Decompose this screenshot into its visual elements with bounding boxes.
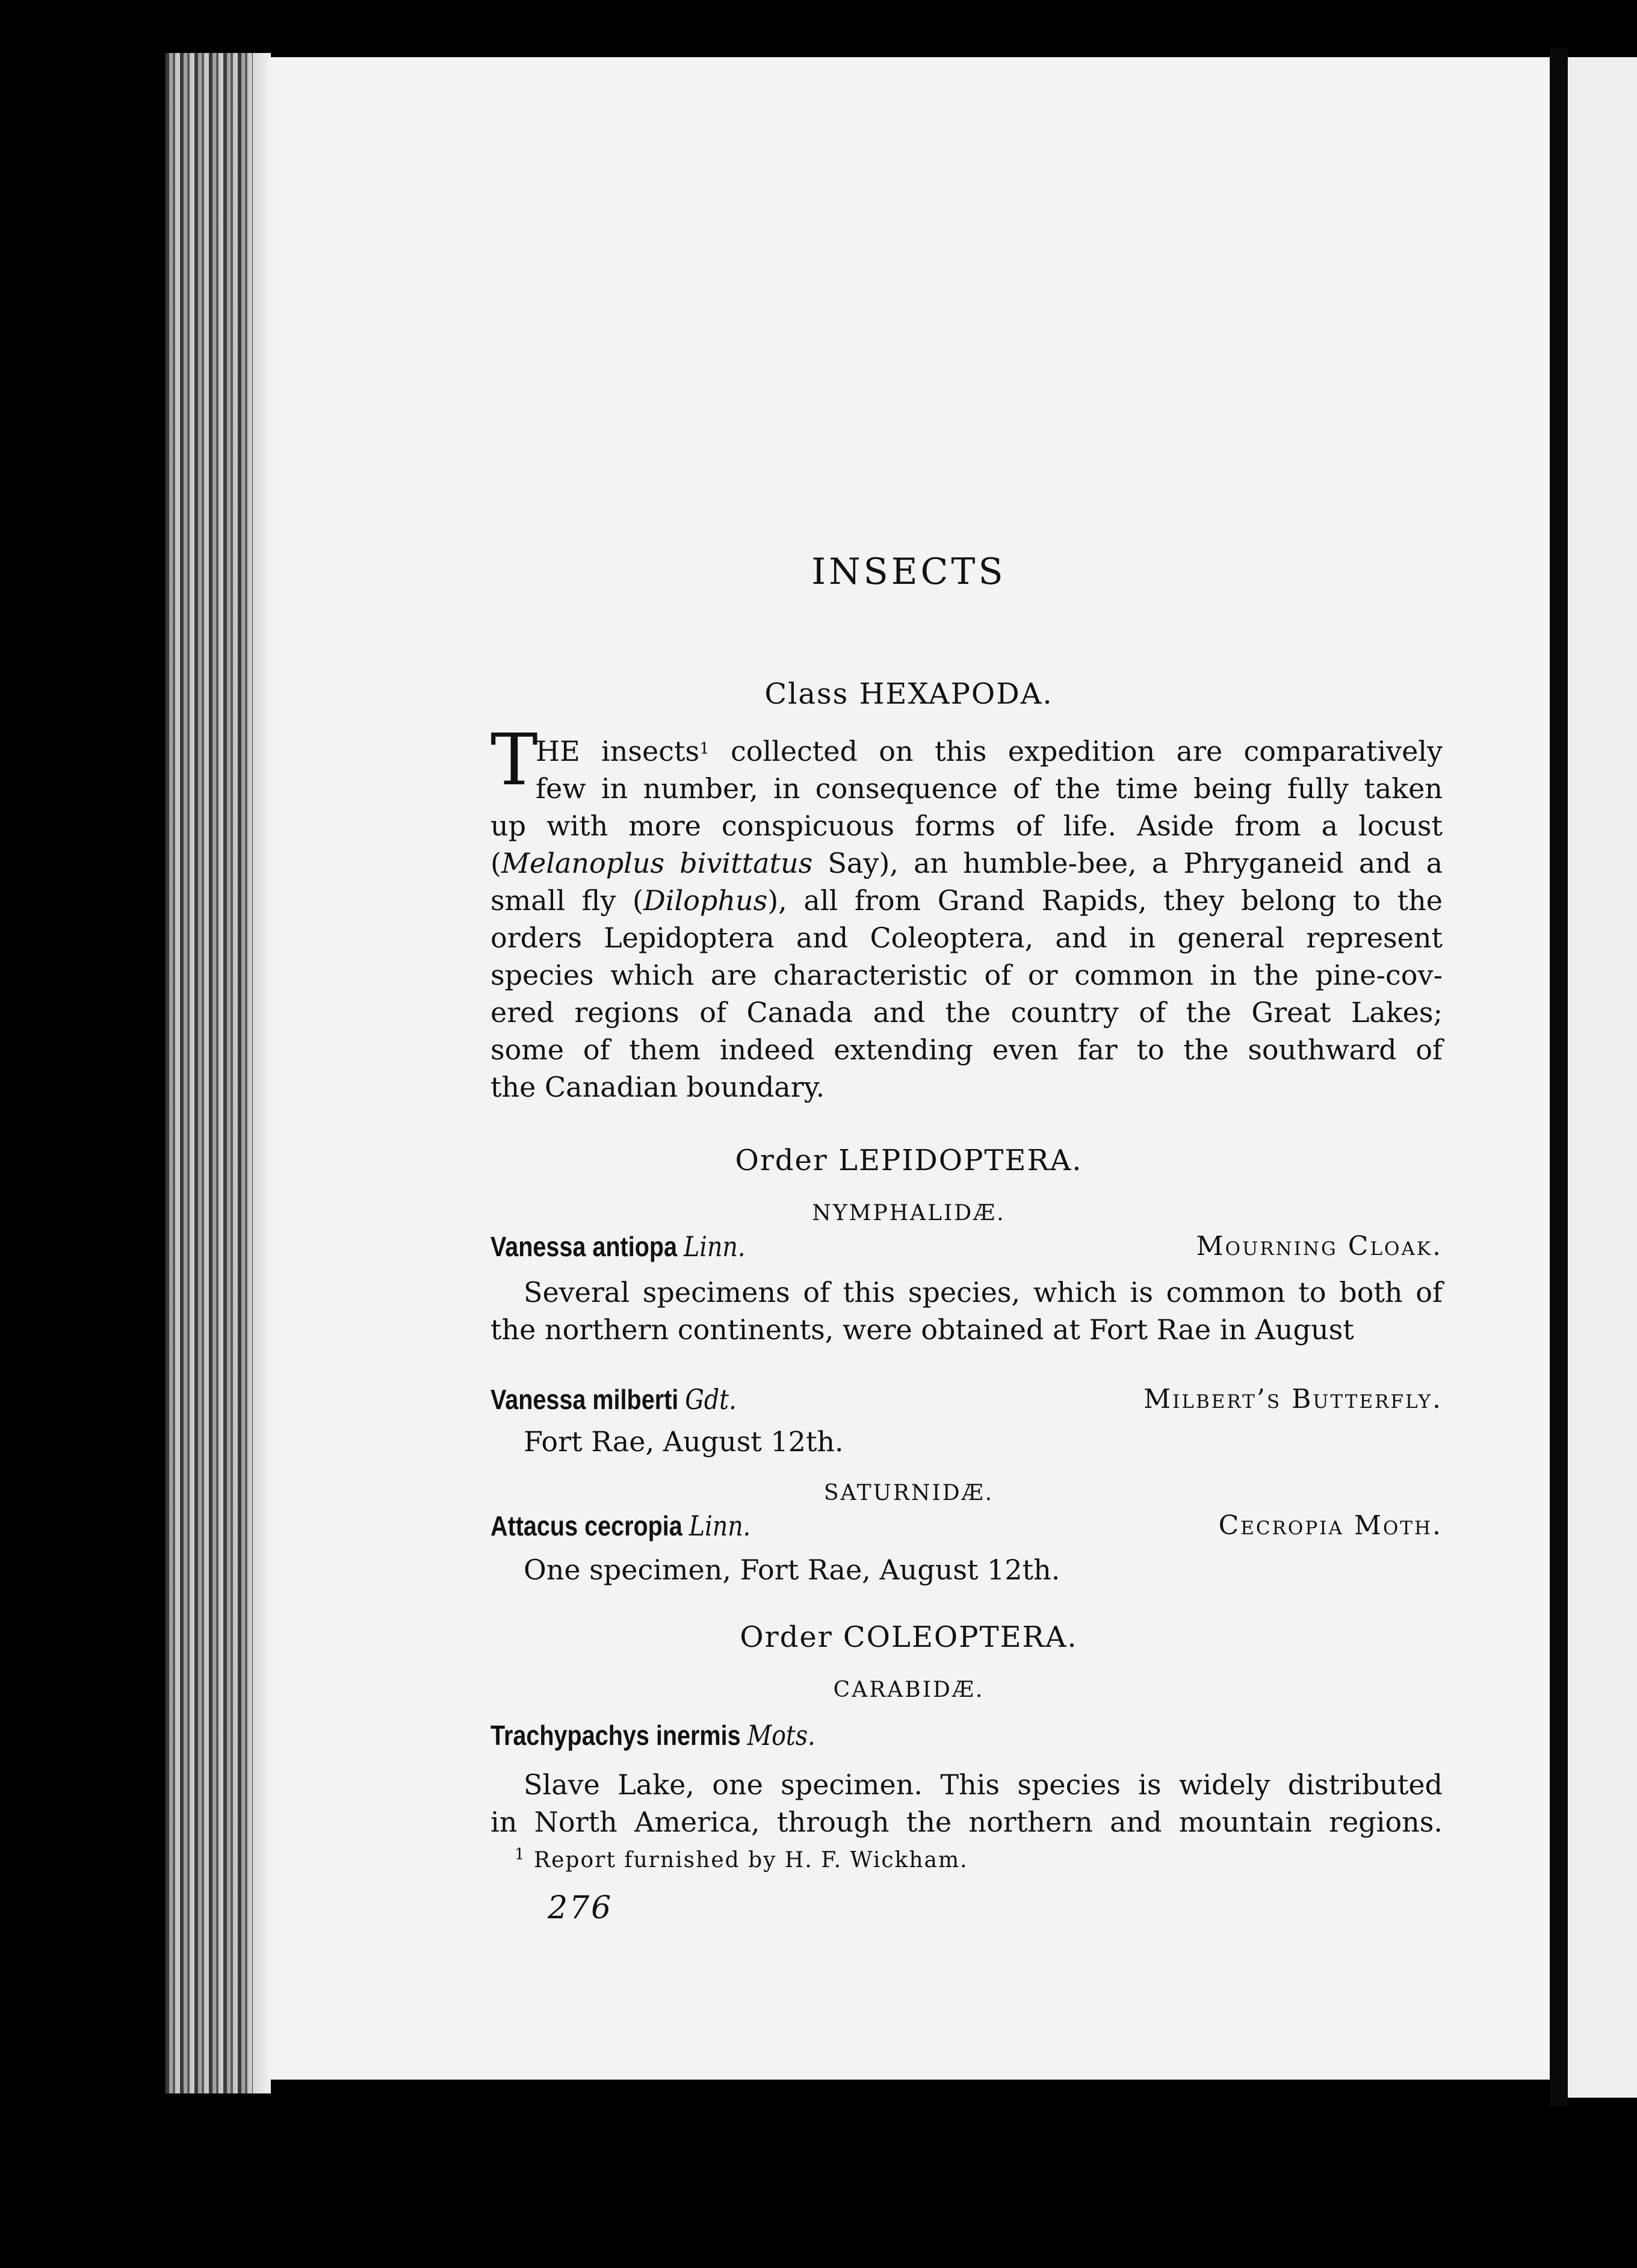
order-coleoptera-heading: Order COLEOPTERA. [740,1620,1078,1654]
intro-line-7: species which are characteristic of or common in the pine-cov- [490,959,1443,991]
species-row-inermis [490,1717,1443,1753]
intro-line-6: orders Lepidoptera and Coleoptera, and in general represent [490,922,1443,954]
footnote-text: Report furnished by H. F. Wickham. [525,1848,968,1873]
book-page [268,57,1550,2080]
intro-line-1-start: HE insects [536,735,700,767]
intro-line-10: the Canadian boundary. [490,1071,825,1103]
species-row-cecropia [490,1508,1443,1544]
intro-line-5-end: ), all from Grand Rapids, they belong to the [767,884,1443,917]
family-carabidae: CARABIDÆ. [833,1678,985,1702]
class-heading: Class HEXAPODA. [764,677,1053,711]
page-number: 276 [548,1890,613,1926]
species-name-milberti [490,1381,737,1418]
intro-line-3: up with more conspicuous forms of life. Aside from a locust [490,810,1443,842]
species-authority: Linn. [689,1510,751,1542]
footnote-marker: 1 [515,1845,526,1864]
species-authority: Mots. [747,1719,815,1752]
species-melanoplus: Melanoplus bivittatus [501,847,813,879]
order-lepidoptera-heading: Order LEPIDOPTERA. [735,1144,1083,1177]
common-name-milberti: Milbert’s Butterfly. [1143,1384,1443,1414]
species-authority: Gdt. [685,1383,737,1416]
inermis-note-line-1: Slave Lake, one specimen. This species is widely distributed [524,1768,1443,1801]
intro-line-1-end: collected on this expedition are comparatively [709,735,1443,767]
book-gutter [1550,48,1568,2107]
intro-line-8: ered regions of Canada and the country of the Great Lakes; [490,996,1443,1029]
species-name-cecropia [490,1508,750,1544]
family-saturnidae: SATURNIDÆ. [823,1481,994,1505]
inermis-note-line-2: in North America, through the northern and mountain regions. [490,1806,1443,1838]
species-name-inermis [490,1717,815,1753]
intro-line-4 [490,845,1443,881]
species-binomial: Vanessa milberti [490,1384,679,1415]
species-row-antiopa [490,1228,1443,1265]
intro-line-2: few in number, in consequence of the time being fully taken [536,772,1443,805]
family-nymphalidae: NYMPHALIDÆ. [812,1201,1006,1225]
antiopa-note-line-2: the northern continents, were obtained at Fort Rae in August [490,1313,1354,1346]
page-title: INSECTS [811,551,1006,593]
genus-dilophus: Dilophus [643,884,768,917]
footnote [515,1845,968,1873]
species-binomial: Attacus cecropia [490,1510,682,1541]
antiopa-note-line-1: Several specimens of this species, which is common to both of [524,1276,1443,1309]
page-edges [166,53,271,2093]
intro-line-9: some of them indeed extending even far to the southward of [490,1033,1443,1066]
species-binomial: Vanessa antiopa [490,1231,678,1262]
intro-line-1 [536,733,1443,769]
open-paren: ( [490,847,501,879]
footnote-reference: 1 [699,740,710,758]
species-name-antiopa [490,1228,745,1265]
drop-cap: T [490,718,538,801]
intro-line-5-start: small fly ( [490,884,643,917]
cecropia-note-line-1: One specimen, Fort Rae, August 12th. [524,1554,1060,1586]
milberti-note-line-1: Fort Rae, August 12th. [524,1425,844,1458]
species-authority: Linn. [684,1230,746,1263]
facing-page-edge [1568,57,1637,2098]
species-row-milberti [490,1381,1443,1418]
intro-line-4-end: Say), an humble-bee, a Phryganeid and a [812,847,1443,879]
common-name-cecropia: Cecropia Moth. [1218,1510,1443,1541]
species-binomial: Trachypachys inermis [490,1720,741,1751]
intro-line-5 [490,882,1443,919]
common-name-antiopa: Mourning Cloak. [1196,1231,1443,1262]
